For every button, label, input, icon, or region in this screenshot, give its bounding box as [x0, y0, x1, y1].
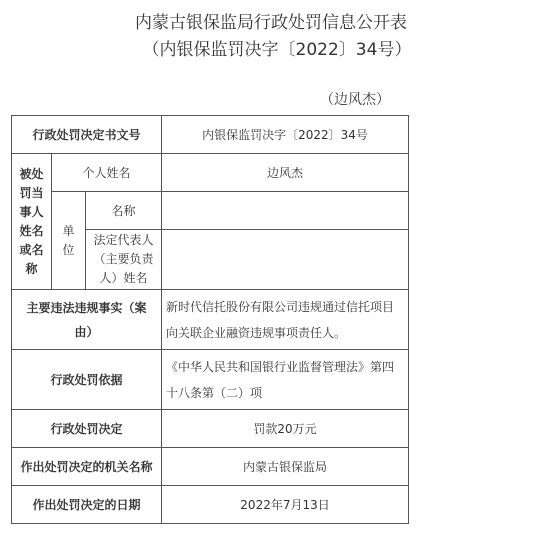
table-row	[12, 448, 409, 486]
table-row	[12, 486, 409, 524]
table-row	[12, 116, 409, 154]
page-title: 内蒙古银保监局行政处罚信息公开表	[135, 13, 407, 33]
authority-label: 作出处罚决定的机关名称	[12, 448, 162, 486]
table-row	[12, 154, 409, 192]
unit-label: 单位	[52, 192, 86, 290]
person-name-caption: （边风杰）	[320, 92, 390, 108]
rep-value	[162, 230, 409, 290]
decision-value: 罚款20万元	[162, 410, 409, 448]
facts-label: 主要违法违规事实（案由）	[12, 290, 162, 350]
table-row	[12, 290, 409, 350]
decision-label: 行政处罚决定	[12, 410, 162, 448]
doc-no-value: 内银保监罚决字〔2022〕34号	[162, 116, 409, 154]
basis-value: 《中华人民共和国银行业监督管理法》第四十八条第（二）项	[162, 350, 409, 410]
name-value	[162, 192, 409, 230]
individual-label: 个人姓名	[52, 154, 162, 192]
document-number-subtitle: （内银保监罚决字〔2022〕34号）	[142, 40, 412, 60]
date-value: 2022年7月13日	[162, 486, 409, 524]
penalty-info-table	[11, 115, 409, 524]
basis-label: 行政处罚依据	[12, 350, 162, 410]
table-row	[12, 410, 409, 448]
date-label: 作出处罚决定的日期	[12, 486, 162, 524]
facts-value: 新时代信托股份有限公司违规通过信托项目向关联企业融资违规事项责任人。	[162, 290, 409, 350]
individual-value: 边风杰	[162, 154, 409, 192]
authority-value: 内蒙古银保监局	[162, 448, 409, 486]
name-label: 名称	[86, 192, 162, 230]
table-row	[12, 192, 409, 230]
party-label: 被处罚当事人姓名或名称	[12, 154, 52, 290]
doc-no-label: 行政处罚决定书文号	[12, 116, 162, 154]
table-row	[12, 350, 409, 410]
rep-label: 法定代表人（主要负责人）姓名	[86, 230, 162, 290]
